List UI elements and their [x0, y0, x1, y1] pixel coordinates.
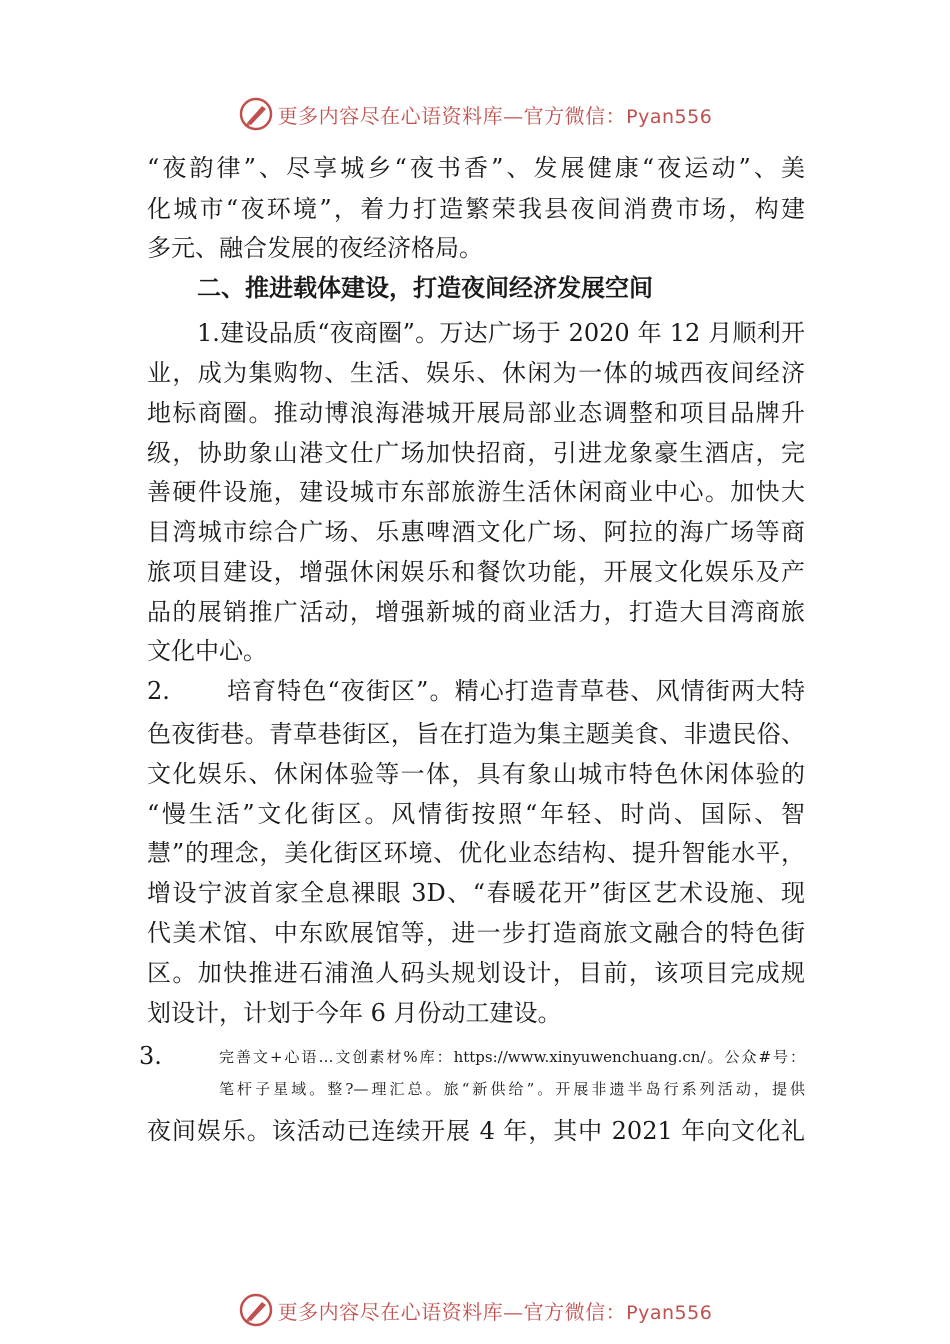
para1-line: 品的展销推广活动，增强新城的商业活力，打造大目湾商旅 [147, 598, 805, 626]
para1-line: 级，协助象山港文仕广场加快招商，引进龙象豪生酒店，完 [147, 439, 805, 467]
pen-logo-icon [238, 1292, 274, 1328]
para3-small-line: 笔杆子星域。整?—理汇总。旅“新供给”。开展非遗半岛行系列活动，提供 [219, 1080, 805, 1098]
para1-line: 文化中心。 [147, 637, 267, 665]
para2-line: 文化娱乐、休闲体验等一体，具有象山城市特色休闲体验的 [147, 760, 805, 788]
para2-line: 色夜街巷。青草巷街区，旨在打造为集主题美食、非遗民俗、 [147, 720, 805, 748]
para1-line: 善硬件设施，建设城市东部旅游生活休闲商业中心。加快大 [147, 478, 805, 506]
para1-line: 旅项目建设，增强休闲娱乐和餐饮功能，开展文化娱乐及产 [147, 558, 805, 586]
para2-line: 划设计，计划于今年 6 月份动工建设。 [147, 999, 562, 1027]
para3-small-line: 完善文+心语…文创素材%库：https://www.xinyuwenchuang.cn/。公众#号： [219, 1048, 805, 1066]
para2-line: 代美术馆、中东欧展馆等，进一步打造商旅文融合的特色街 [147, 919, 805, 947]
watermark-banner-top [0, 94, 950, 134]
intro-line: 多元、融合发展的夜经济格局。 [147, 234, 483, 262]
intro-line: 化城市“夜环境”，着力打造繁荣我县夜间消费市场，构建 [147, 195, 805, 223]
para2-line: 培育特色“夜街区”。精心打造青草巷、风情街两大特 [227, 677, 805, 705]
watermark-text: 更多内容尽在心语资料库—官方微信：Pyan556 [277, 1299, 713, 1324]
para2-line: 增设宁波首家全息裸眼 3D、“春暖花开”街区艺术设施、现 [147, 879, 805, 907]
para2-line: “慢生活”文化街区。风情街按照“年轻、时尚、国际、智 [147, 800, 805, 828]
para1-line: 1.建设品质“夜商圈”。万达广场于 2020 年 12 月顺利开 [197, 319, 805, 347]
intro-line: “夜韵律”、尽享城乡“夜书香”、发展健康“夜运动”、美 [147, 154, 805, 182]
para2-line: 区。加快推进石浦渔人码头规划设计，目前，该项目完成规 [147, 959, 805, 987]
para2-line: 慧”的理念，美化街区环境、优化业态结构、提升智能水平， [147, 839, 805, 867]
para3-line: 夜间娱乐。该活动已连续开展 4 年，其中 2021 年向文化礼 [147, 1117, 805, 1145]
para3-number: 3. [139, 1042, 162, 1070]
para1-line: 目湾城市综合广场、乐惠啤酒文化广场、阿拉的海广场等商 [147, 518, 805, 546]
section-heading: 二、推进载体建设，打造夜间经济发展空间 [197, 274, 653, 302]
watermark-text: 更多内容尽在心语资料库—官方微信：Pyan556 [277, 103, 713, 128]
para1-line: 业，成为集购物、生活、娱乐、休闲为一体的城西夜间经济 [147, 359, 805, 387]
para2-number: 2. [147, 677, 170, 705]
watermark-banner-bottom [0, 1290, 950, 1330]
pen-logo-icon [238, 96, 274, 132]
para1-line: 地标商圈。推动博浪海港城开展局部业态调整和项目品牌升 [147, 399, 805, 427]
